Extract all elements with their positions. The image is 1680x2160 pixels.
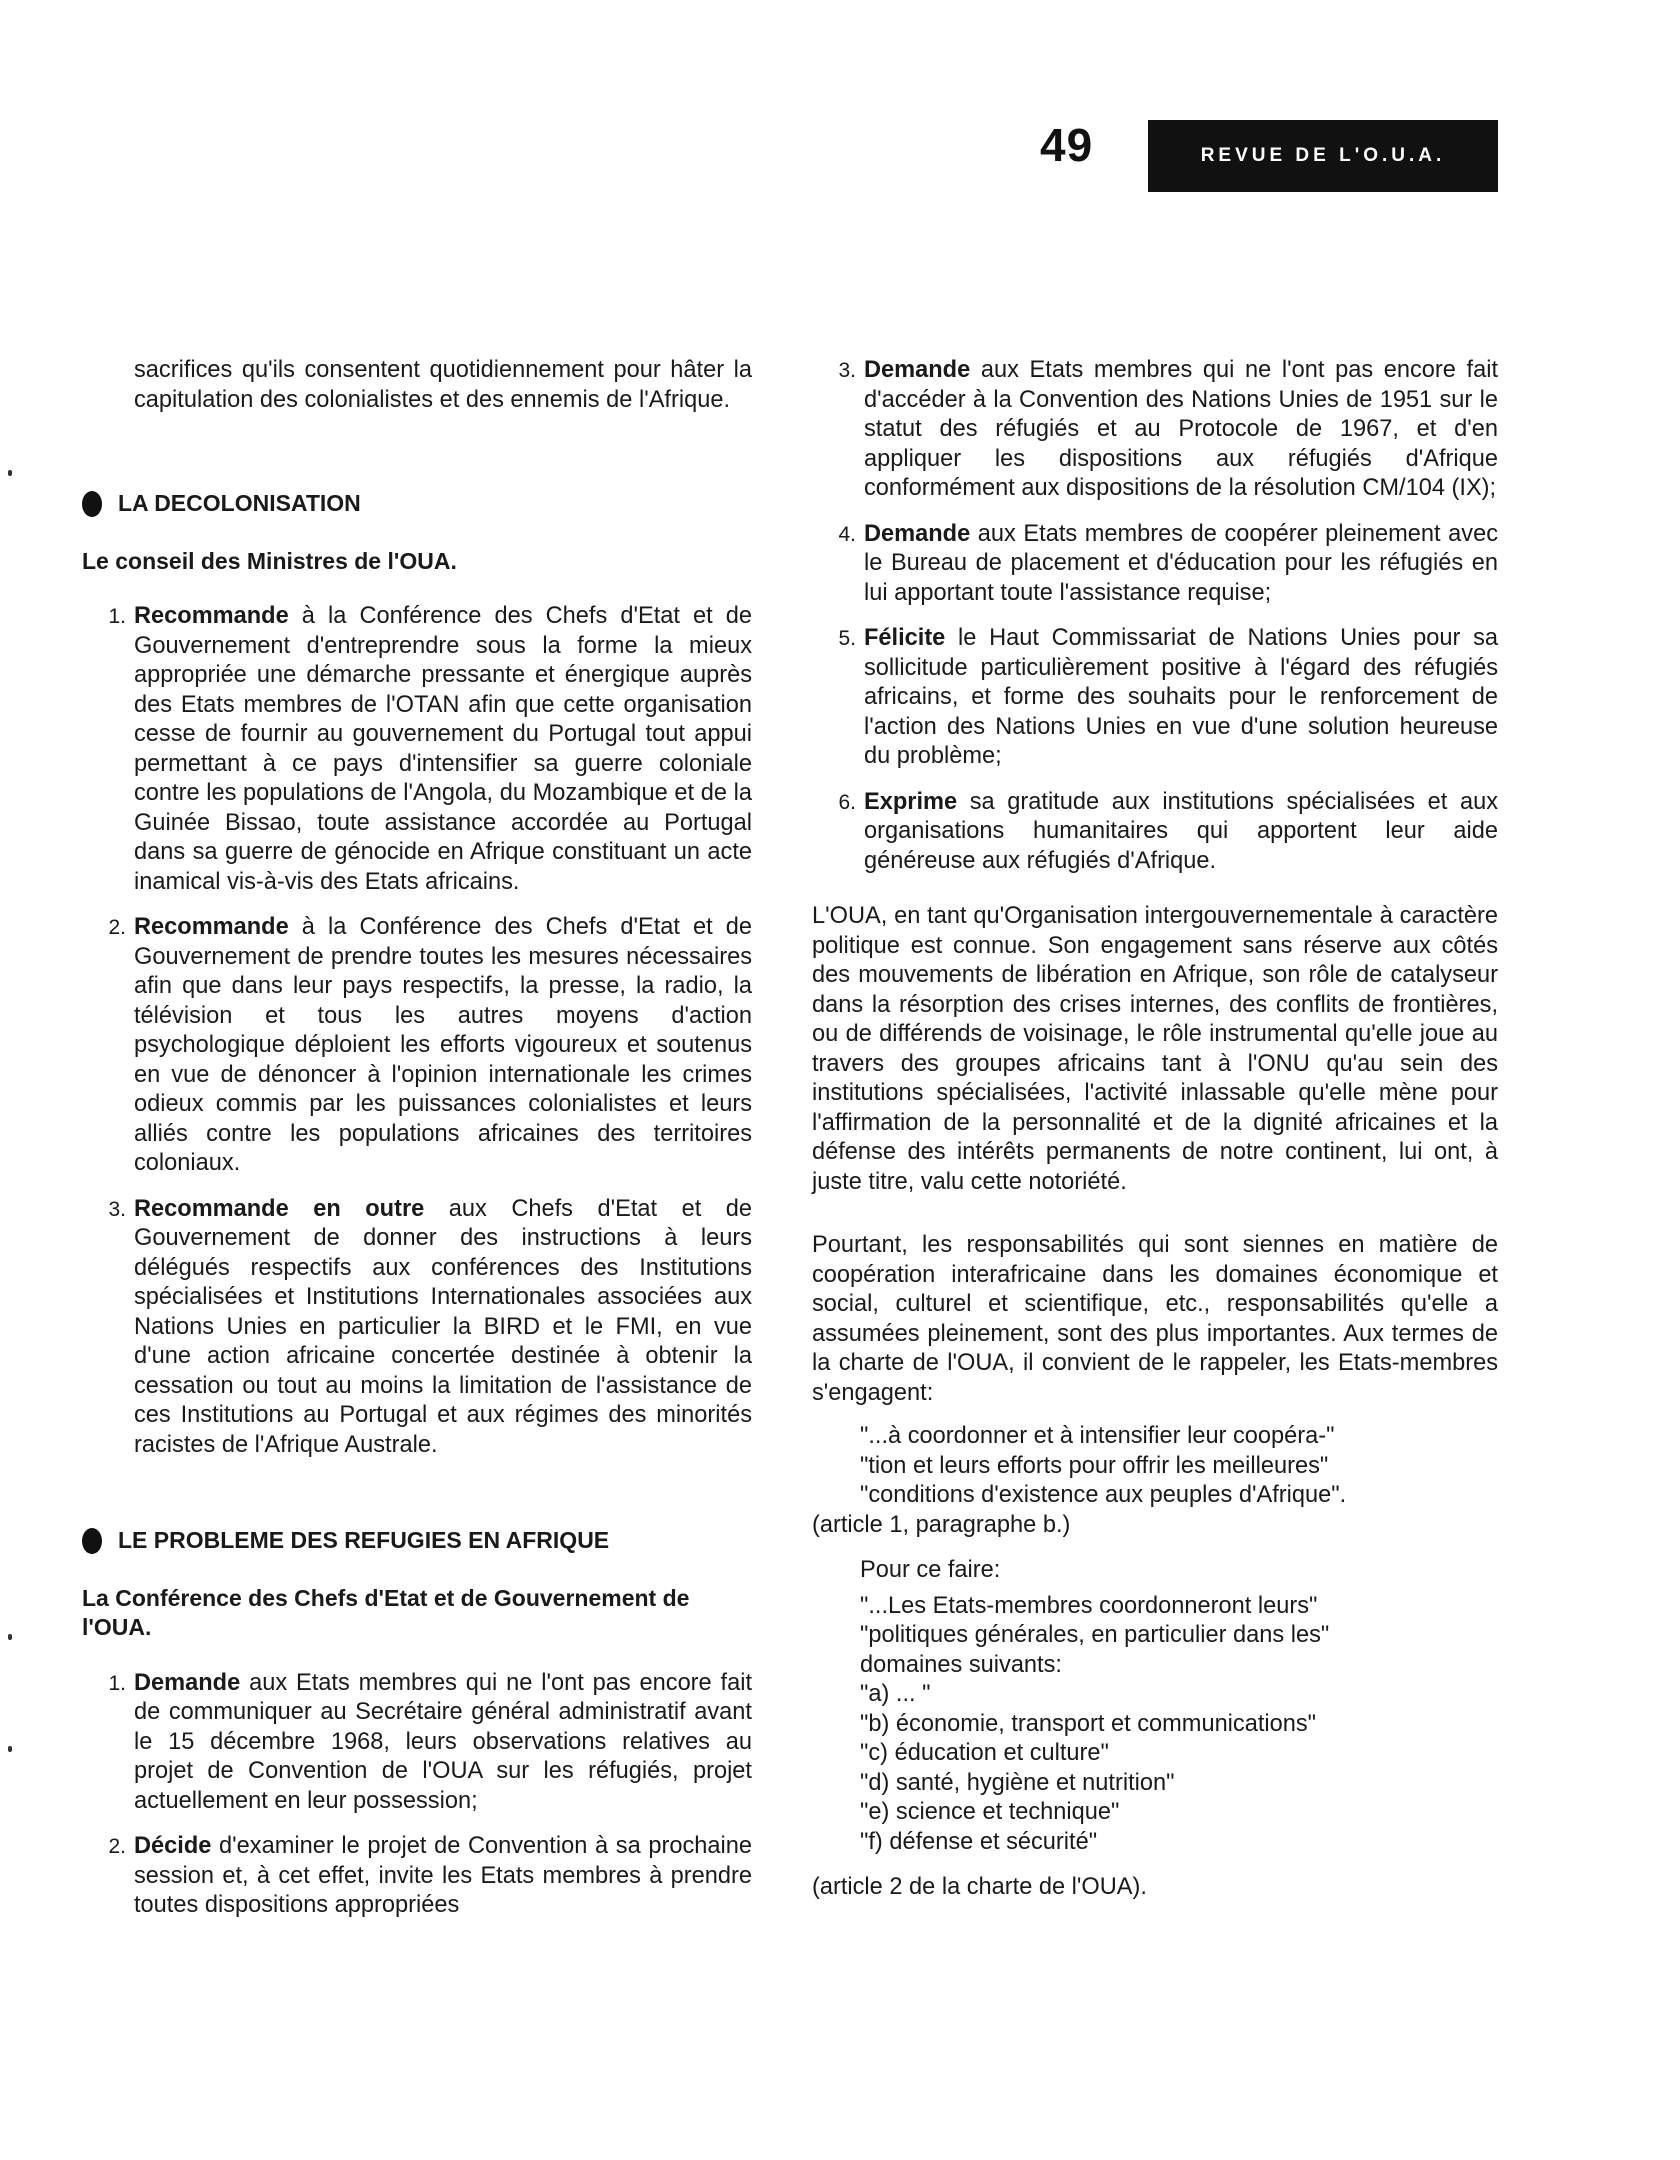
item-number: 1. [108,605,126,628]
item-keyword: Recommande [134,914,289,940]
item-keyword: Félicite [864,625,946,651]
list-item [812,356,1498,504]
quote-line: "a) ... " [860,1681,931,1707]
quote-line: domaines suivants: [860,1651,1062,1678]
bullet-icon [82,491,102,517]
section-heading-decolonisation [82,489,752,519]
list-item [812,520,1498,609]
item-text: le Haut Commissariat de Nations Unies pour sa sollicitude particulièrement positive à l'égard des réfugiés africains, et forme des souhaits pour le renforcement de l'action des Nations Unies en vue d'une solution heureuse du problème; [864,625,1498,769]
item-keyword: Recommande [134,603,289,629]
quote-line: "e) science et technique" [860,1799,1120,1825]
right-column [812,356,1498,1903]
item-text: aux Etats membres qui ne l'ont pas encore fait d'accéder à la Convention des Nations Unies de 1951 sur le statut des réfugiés et au Protocole de 1967, et d'en appliquer les dispositions aux réfugiés d'Afrique conformément aux dispositions de la résolution CM/104 (IX); [864,357,1498,501]
subheading-conference: La Conférence des Chefs d'Etat et de Gouvernement de l'OUA. [82,1584,690,1640]
journal-title-banner [1148,120,1498,192]
citation: (article 1, paragraphe b.) [812,1511,1071,1538]
section-heading-text: LA DECOLONISATION [118,490,361,516]
item-text: à la Conférence des Chefs d'Etat et de Gouvernement d'entreprendre sous la forme la mieux appropriée une démarche pressante et énergique auprès des Etats membres de l'OTAN afin que cette organisation cesse de fournir au gouvernement du Portugal tout appui permettant à ce pays d'intensifier sa guerre coloniale contre les populations de l'Angola, du Mozambique et de la Guinée Bissao, toute assistance accordée au Portugal dans sa guerre de génocide en Afrique constituant un acte inamical vis-à-vis des Etats africains. [134,603,752,895]
pour-ce-faire: Pour ce faire: [860,1557,1001,1583]
item-text: d'examiner le projet de Convention à sa prochaine session et, à cet effet, invite les Etats membres à prendre toutes dispositions appropriées [134,1833,752,1918]
list-item [82,913,752,1179]
quote-line: "...Les Etats-membres coordonneront leurs" [860,1592,1318,1619]
list-item [82,1832,752,1921]
body-paragraph: Pourtant, les responsabilités qui sont siennes en matière de coopération interafricaine dans les domaines économique et social, culturel et scientifique, etc., responsabilités qu'elle a assumées pleinement, sont des plus importantes. Aux termes de la charte de l'OUA, il convient de le rappeler, les Etats-membres s'engagent: [812,1232,1498,1406]
item-text: à la Conférence des Chefs d'Etat et de Gouvernement de prendre toutes les mesures nécessaires afin que dans leur pays respectifs, la presse, la radio, la télévision et tous les autres moyens d'action psychologique déploient les efforts vigoureux et soutenus en vue de dénoncer à l'opinion internationale les crimes odieux commis par les puissances colonialistes et leurs alliés contre les populations africaines des territoires coloniaux. [134,914,752,1176]
citation: (article 2 de la charte de l'OUA). [812,1874,1147,1900]
journal-title: REVUE DE L'O.U.A. [1200,145,1446,166]
quote-line: "d) santé, hygiène et nutrition" [860,1769,1175,1796]
item-keyword: Demande [864,357,971,383]
quote-line: "f) défense et sécurité" [860,1828,1098,1855]
item-keyword: Décide [134,1833,212,1859]
quote-line: "politiques générales, en particulier dans les" [860,1622,1330,1648]
margin-mark [8,470,12,476]
margin-mark [8,1634,12,1640]
charter-quote [812,1422,1498,1511]
item-text: aux Etats membres qui ne l'ont pas encore fait de communiquer au Secrétaire général administratif avant le 15 décembre 1968, leurs observations relatives au projet de Convention de l'OUA sur les réfugiés, projet actuellement en leur possession; [134,1669,752,1814]
page-number: 49 [1040,119,1094,171]
quote-line: "conditions d'existence aux peuples d'Afrique". [860,1482,1347,1508]
quote-line: "c) éducation et culture" [860,1740,1109,1766]
item-text: aux Chefs d'Etat et de Gouvernement de donner des instructions à leurs délégués respectifs aux conférences des Institutions spécialisées et Institutions Internationales associées aux Nations Unies en particulier la BIRD et le FMI, en vue d'une action africaine concertée destinée à obtenir la cessation ou tout au moins la limitation de l'assistance de ces Institutions au Portugal et aux régimes des minorités racistes de l'Afrique Australe. [134,1195,752,1458]
margin-mark [8,1746,12,1752]
item-body [134,1669,752,1817]
item-keyword: Recommande en outre [134,1195,425,1222]
list-item [82,1195,752,1461]
item-number: 2. [108,1835,126,1858]
intro-paragraph: sacrifices qu'ils consentent quotidiennement pour hâter la capitulation des colonialistes et des ennemis de l'Afrique. [134,357,752,413]
item-keyword: Demande [134,1669,241,1696]
section-heading-refugies [82,1526,752,1556]
item-number: 2. [108,916,126,939]
item-keyword: Exprime [864,788,958,815]
item-body [864,788,1498,877]
list-item [812,624,1498,772]
item-body [134,602,752,897]
left-column [82,356,752,1937]
list-item [812,788,1498,877]
quote-line: "b) économie, transport et communications" [860,1710,1317,1737]
bullet-icon [82,1528,102,1554]
item-number: 5. [838,627,856,650]
item-number: 6. [838,790,856,814]
item-body [864,624,1498,772]
body-paragraph: L'OUA, en tant qu'Organisation intergouvernementale à caractère politique est connue. Son engagement sans réserve aux côtés des mouvements de libération en Afrique, son rôle de catalyseur dans la résorption des crises internes, des conflits de frontières, ou de différends de voisinage, le rôle instrumental qu'elle joue au travers des groupes africains tant à l'ONU qu'au sein des institutions spécialisées, l'activité inlassable qu'elle mène pour l'affirmation de la personnalité et de la dignité africaines et la défense des intérêts permanents de notre continent, lui ont, à juste titre, valu cette notoriété. [812,903,1498,1195]
quote-line: "tion et leurs efforts pour offrir les meilleures" [860,1452,1329,1479]
list-item [82,1669,752,1817]
charter-quote [812,1592,1498,1858]
item-body [864,520,1498,609]
item-number: 1. [108,1671,126,1695]
item-number: 4. [838,522,856,546]
item-body [864,356,1498,504]
item-text: aux Etats membres de coopérer pleinement avec le Bureau de placement et d'éducation pour les réfugiés en lui apportant toute l'assistance requise; [864,520,1498,606]
item-keyword: Demande [864,520,971,547]
item-body [134,1195,752,1461]
list-item [82,602,752,897]
item-number: 3. [838,359,856,382]
item-text: sa gratitude aux institutions spécialisées et aux organisations humanitaires qui apportent leur aide généreuse aux réfugiés d'Afrique. [864,788,1498,874]
item-body [134,1832,752,1921]
item-number: 3. [108,1197,126,1221]
quote-line: "...à coordonner et à intensifier leur coopéra-" [860,1423,1335,1449]
subheading-council: Le conseil des Ministres de l'OUA. [82,547,457,574]
item-body [134,913,752,1179]
section-heading-text: LE PROBLEME DES REFUGIES EN AFRIQUE [118,1527,610,1553]
